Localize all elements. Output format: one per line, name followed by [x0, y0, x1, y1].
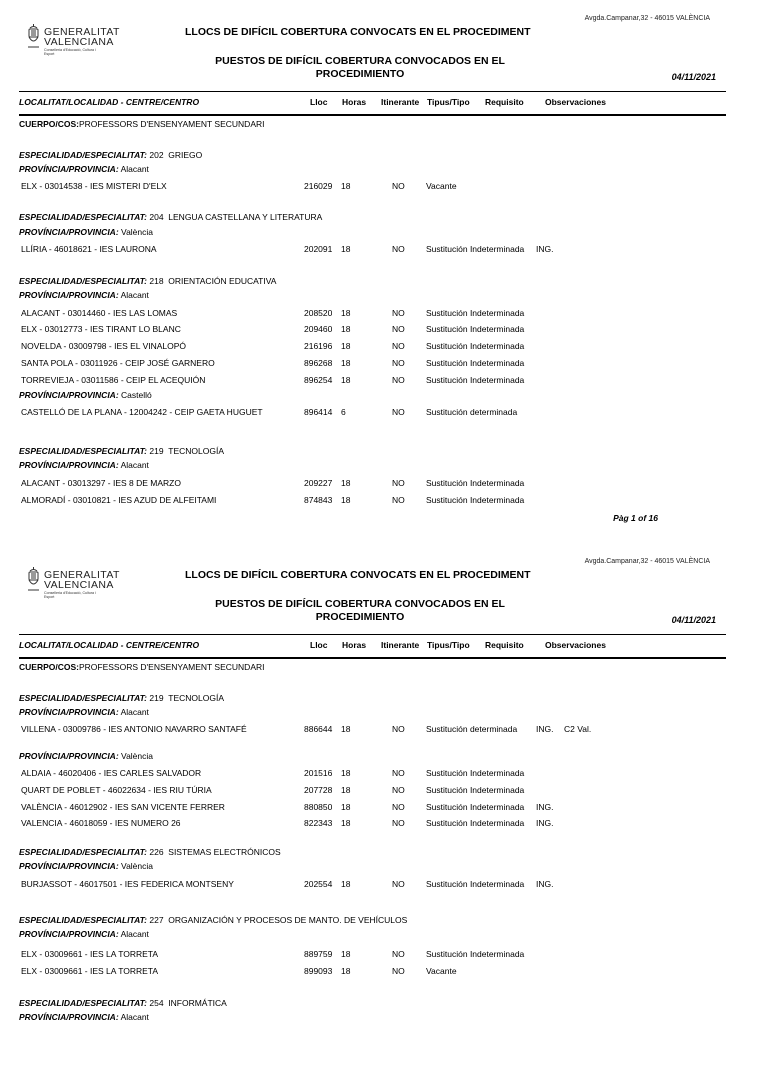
title-catalan: LLOCS DE DIFÍCIL COBERTURA CONVOCATS EN EL PROCEDIMENT	[185, 26, 531, 38]
especialidad-label: ESPECIALIDAD/ESPECIALITAT:	[19, 446, 147, 456]
cell-centro: QUART DE POBLET - 46022634 - IES RIU TÚRIA	[21, 785, 212, 795]
especialidad-code: 254	[149, 998, 164, 1008]
cell-lloc: 207728	[304, 785, 333, 795]
cell-itinerante: NO	[392, 478, 405, 488]
col-horas: Horas	[342, 640, 367, 650]
cell-centro: ALMORADÍ - 03010821 - IES AZUD DE ALFEITAMI	[21, 495, 217, 505]
especialidad-label: ESPECIALIDAD/ESPECIALITAT:	[19, 212, 147, 222]
cell-requisito: ING.	[536, 818, 554, 828]
cell-horas: 18	[341, 724, 351, 734]
cell-tipo: Sustitución Indeterminada	[426, 802, 525, 812]
cell-itinerante: NO	[392, 181, 405, 191]
table-header	[19, 634, 726, 659]
cell-tipo: Sustitución Indeterminada	[426, 308, 525, 318]
cell-lloc: 208520	[304, 308, 333, 318]
cell-horas: 18	[341, 966, 351, 976]
provincia-label: PROVÍNCIA/PROVINCIA:	[19, 1012, 119, 1022]
cell-centro: ALACANT - 03013297 - IES 8 DE MARZO	[21, 478, 181, 488]
provincia-name: València	[121, 861, 154, 871]
cell-lloc: 886644	[304, 724, 333, 734]
especialidad-code: 202	[149, 150, 164, 160]
provincia-line	[19, 861, 153, 871]
cell-lloc: 896254	[304, 375, 333, 385]
especialidad-name: SISTEMAS ELECTRÓNICOS	[168, 847, 281, 857]
provincia-label: PROVÍNCIA/PROVINCIA:	[19, 861, 119, 871]
especialidad-line	[19, 212, 322, 222]
title-catalan: LLOCS DE DIFÍCIL COBERTURA CONVOCATS EN EL PROCEDIMENT	[185, 569, 531, 581]
title-spanish: PUESTOS DE DIFÍCIL COBERTURA CONVOCADOS EN EL PROCEDIMIENTO	[215, 55, 505, 80]
provincia-label: PROVÍNCIA/PROVINCIA:	[19, 227, 119, 237]
especialidad-code: 219	[149, 693, 164, 703]
provincia-label: PROVÍNCIA/PROVINCIA:	[19, 460, 119, 470]
cell-centro: VILLENA - 03009786 - IES ANTONIO NAVARRO SANTAFÉ	[21, 724, 247, 734]
address: Avgda.Campanar,32 - 46015 VALÈNCIA	[584, 558, 710, 565]
col-observaciones: Observaciones	[545, 97, 606, 107]
logo-line-1: GENERALITAT	[44, 26, 120, 38]
especialidad-name: INFORMÁTICA	[168, 998, 227, 1008]
cell-centro: CASTELLÓ DE LA PLANA - 12004242 - CEIP GAETA HUGUET	[21, 407, 263, 417]
cell-lloc: 896414	[304, 407, 333, 417]
cell-horas: 18	[341, 495, 351, 505]
cuerpo-label: CUERPO/COS:	[19, 662, 79, 672]
provincia-label: PROVÍNCIA/PROVINCIA:	[19, 707, 119, 717]
cell-centro: VALÈNCIA - 46012902 - IES SAN VICENTE FERRER	[21, 802, 225, 812]
provincia-label: PROVÍNCIA/PROVINCIA:	[19, 751, 119, 761]
cell-centro: NOVELDA - 03009798 - IES EL VINALOPÓ	[21, 341, 187, 351]
provincia-name: Alacant	[120, 929, 149, 939]
page-number: Pàg 1 of 16	[613, 513, 658, 523]
col-localidad: LOCALITAT/LOCALIDAD - CENTRE/CENTRO	[19, 640, 200, 650]
cuerpo-label: CUERPO/COS:	[19, 119, 79, 129]
logo-subtitle: Conselleria d'Educació, Cultura i Esport	[44, 48, 96, 56]
especialidad-line	[19, 150, 202, 160]
cell-tipo: Vacante	[426, 181, 457, 191]
especialidad-name: GRIEGO	[168, 150, 203, 160]
especialidad-code: 204	[149, 212, 164, 222]
cell-lloc: 209227	[304, 478, 333, 488]
cell-itinerante: NO	[392, 324, 405, 334]
especialidad-line	[19, 276, 276, 286]
cell-tipo: Sustitución Indeterminada	[426, 785, 525, 795]
especialidad-line	[19, 847, 281, 857]
provincia-line	[19, 929, 149, 939]
cell-horas: 18	[341, 802, 351, 812]
col-requisito: Requisito	[485, 640, 524, 650]
provincia-name: Alacant	[120, 460, 149, 470]
provincia-name: Alacant	[120, 707, 149, 717]
cell-horas: 18	[341, 768, 351, 778]
report-date: 04/11/2021	[671, 615, 716, 625]
provincia-line	[19, 290, 149, 300]
cell-horas: 18	[341, 375, 351, 385]
provincia-name: Alacant	[120, 1012, 149, 1022]
especialidad-label: ESPECIALIDAD/ESPECIALITAT:	[19, 998, 147, 1008]
provincia-line	[19, 707, 149, 717]
col-observaciones: Observaciones	[545, 640, 606, 650]
cell-lloc: 874843	[304, 495, 333, 505]
col-itinerante: Itinerante	[381, 97, 420, 107]
provincia-name: Alacant	[120, 290, 149, 300]
especialidad-name: TECNOLOGÍA	[168, 693, 225, 703]
cell-itinerante: NO	[392, 495, 405, 505]
cell-tipo: Sustitución Indeterminada	[426, 879, 525, 889]
cell-horas: 18	[341, 879, 351, 889]
cell-centro: ELX - 03014538 - IES MISTERI D'ELX	[21, 181, 167, 191]
especialidad-name: TECNOLOGÍA	[168, 446, 225, 456]
provincia-label: PROVÍNCIA/PROVINCIA:	[19, 929, 119, 939]
especialidad-label: ESPECIALIDAD/ESPECIALITAT:	[19, 276, 147, 286]
cell-itinerante: NO	[392, 724, 405, 734]
provincia-line	[19, 390, 152, 400]
cell-horas: 18	[341, 308, 351, 318]
cell-requisito: ING.	[536, 724, 554, 734]
cell-centro: ELX - 03009661 - IES LA TORRETA	[21, 966, 159, 976]
generalitat-logo	[27, 564, 137, 598]
cell-horas: 18	[341, 181, 351, 191]
cell-lloc: 202091	[304, 244, 333, 254]
cell-centro: ALDAIA - 46020406 - IES CARLES SALVADOR	[21, 768, 202, 778]
cell-requisito: ING.	[536, 244, 554, 254]
logo-subtitle: Conselleria d'Educació, Cultura i Esport	[44, 591, 96, 599]
cell-centro: LLÍRIA - 46018621 - IES LAURONA	[21, 244, 157, 254]
provincia-label: PROVÍNCIA/PROVINCIA:	[19, 390, 119, 400]
especialidad-line	[19, 998, 227, 1008]
provincia-line	[19, 460, 149, 470]
col-itinerante: Itinerante	[381, 640, 420, 650]
col-horas: Horas	[342, 97, 367, 107]
cell-itinerante: NO	[392, 966, 405, 976]
cell-horas: 18	[341, 785, 351, 795]
cell-tipo: Sustitución Indeterminada	[426, 818, 525, 828]
cell-itinerante: NO	[392, 768, 405, 778]
cell-tipo: Sustitución determinada	[426, 407, 518, 417]
cell-itinerante: NO	[392, 949, 405, 959]
provincia-line	[19, 227, 153, 237]
cell-lloc: 889759	[304, 949, 333, 959]
cell-lloc: 216196	[304, 341, 333, 351]
cell-tipo: Sustitución Indeterminada	[426, 478, 525, 488]
especialidad-code: 219	[149, 446, 164, 456]
cell-itinerante: NO	[392, 244, 405, 254]
cell-horas: 18	[341, 478, 351, 488]
cell-tipo: Sustitución Indeterminada	[426, 244, 525, 254]
especialidad-line	[19, 915, 407, 925]
cell-horas: 18	[341, 341, 351, 351]
cell-lloc: 899093	[304, 966, 333, 976]
cell-lloc: 216029	[304, 181, 333, 191]
cell-tipo: Sustitución Indeterminada	[426, 768, 525, 778]
col-localidad: LOCALITAT/LOCALIDAD - CENTRE/CENTRO	[19, 97, 200, 107]
cuerpo-value: PROFESSORS D'ENSENYAMENT SECUNDARI	[78, 662, 265, 672]
document-page-2	[0, 543, 768, 1086]
cell-horas: 18	[341, 324, 351, 334]
cell-tipo: Sustitución Indeterminada	[426, 375, 525, 385]
cell-itinerante: NO	[392, 785, 405, 795]
provincia-line	[19, 751, 153, 761]
especialidad-name: LENGUA CASTELLANA Y LITERATURA	[168, 212, 323, 222]
cell-itinerante: NO	[392, 407, 405, 417]
cell-itinerante: NO	[392, 802, 405, 812]
provincia-name: València	[121, 227, 154, 237]
cell-centro: ELX - 03012773 - IES TIRANT LO BLANC	[21, 324, 181, 334]
cell-itinerante: NO	[392, 341, 405, 351]
especialidad-code: 226	[149, 847, 164, 857]
logo-line-1: GENERALITAT	[44, 569, 120, 581]
generalitat-logo	[27, 21, 137, 55]
especialidad-name: ORGANIZACIÓN Y PROCESOS DE MANTO. DE VEHÍCULOS	[168, 915, 408, 925]
especialidad-label: ESPECIALIDAD/ESPECIALITAT:	[19, 150, 147, 160]
cell-tipo: Sustitución Indeterminada	[426, 358, 525, 368]
especialidad-code: 227	[149, 915, 164, 925]
especialidad-code: 218	[149, 276, 164, 286]
especialidad-label: ESPECIALIDAD/ESPECIALITAT:	[19, 915, 147, 925]
cell-centro: VALENCIA - 46018059 - IES NUMERO 26	[21, 818, 181, 828]
provincia-name: Alacant	[120, 164, 149, 174]
logo-line-2: VALENCIANA	[44, 579, 114, 591]
cuerpo-line	[19, 119, 265, 129]
cell-lloc: 896268	[304, 358, 333, 368]
emblem-icon	[27, 23, 40, 50]
col-lloc: Lloc	[310, 97, 328, 107]
provincia-name: Castelló	[121, 390, 152, 400]
col-lloc: Lloc	[310, 640, 328, 650]
cell-tipo: Sustitución determinada	[426, 724, 518, 734]
cell-itinerante: NO	[392, 879, 405, 889]
cuerpo-line	[19, 662, 265, 672]
cell-observaciones: C2 Val.	[564, 724, 592, 734]
cell-lloc: 822343	[304, 818, 333, 828]
emblem-icon	[27, 566, 40, 593]
cell-requisito: ING.	[536, 879, 554, 889]
cell-itinerante: NO	[392, 375, 405, 385]
cell-itinerante: NO	[392, 818, 405, 828]
cell-itinerante: NO	[392, 308, 405, 318]
provincia-line	[19, 1012, 149, 1022]
cell-centro: ELX - 03009661 - IES LA TORRETA	[21, 949, 159, 959]
col-tipo: Tipus/Tipo	[427, 640, 470, 650]
cell-centro: ALACANT - 03014460 - IES LAS LOMAS	[21, 308, 178, 318]
especialidad-name: ORIENTACIÓN EDUCATIVA	[168, 276, 277, 286]
cell-lloc: 201516	[304, 768, 333, 778]
cell-tipo: Sustitución Indeterminada	[426, 495, 525, 505]
address: Avgda.Campanar,32 - 46015 VALÈNCIA	[584, 15, 710, 22]
cell-centro: TORREVIEJA - 03011586 - CEIP EL ACEQUIÓN	[21, 375, 206, 385]
table-header	[19, 91, 726, 116]
cell-requisito: ING.	[536, 802, 554, 812]
cell-horas: 18	[341, 818, 351, 828]
cell-horas: 18	[341, 949, 351, 959]
cell-lloc: 880850	[304, 802, 333, 812]
logo-line-2: VALENCIANA	[44, 36, 114, 48]
cell-tipo: Sustitución Indeterminada	[426, 341, 525, 351]
cell-lloc: 209460	[304, 324, 333, 334]
especialidad-line	[19, 446, 224, 456]
provincia-label: PROVÍNCIA/PROVINCIA:	[19, 290, 119, 300]
cell-tipo: Vacante	[426, 966, 457, 976]
provincia-name: València	[121, 751, 154, 761]
title-spanish: PUESTOS DE DIFÍCIL COBERTURA CONVOCADOS EN EL PROCEDIMIENTO	[215, 598, 505, 623]
cell-horas: 18	[341, 244, 351, 254]
col-tipo: Tipus/Tipo	[427, 97, 470, 107]
especialidad-line	[19, 693, 224, 703]
cell-horas: 18	[341, 358, 351, 368]
cell-centro: BURJASSOT - 46017501 - IES FEDERICA MONTSENY	[21, 879, 234, 889]
provincia-line	[19, 164, 149, 174]
cell-tipo: Sustitución Indeterminada	[426, 949, 525, 959]
cell-centro: SANTA POLA - 03011926 - CEIP JOSÉ GARNERO	[21, 358, 215, 368]
col-requisito: Requisito	[485, 97, 524, 107]
cell-horas: 6	[341, 407, 346, 417]
especialidad-label: ESPECIALIDAD/ESPECIALITAT:	[19, 693, 147, 703]
cell-tipo: Sustitución Indeterminada	[426, 324, 525, 334]
cell-itinerante: NO	[392, 358, 405, 368]
especialidad-label: ESPECIALIDAD/ESPECIALITAT:	[19, 847, 147, 857]
report-date: 04/11/2021	[671, 72, 716, 82]
provincia-label: PROVÍNCIA/PROVINCIA:	[19, 164, 119, 174]
cell-lloc: 202554	[304, 879, 333, 889]
cuerpo-value: PROFESSORS D'ENSENYAMENT SECUNDARI	[78, 119, 265, 129]
